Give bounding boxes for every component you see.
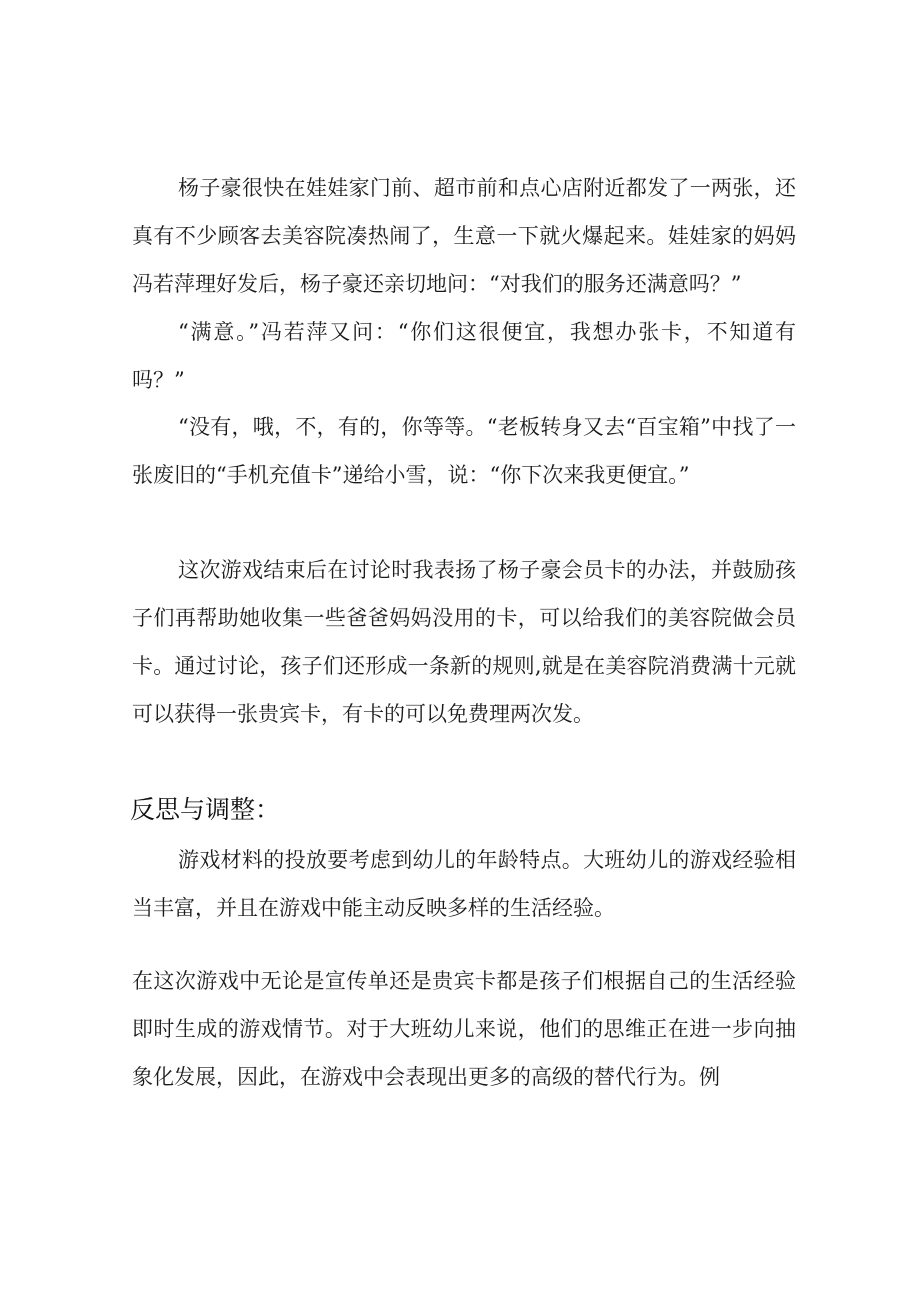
paragraph-discussion-rule: 这次游戏结束后在讨论时我表扬了杨子豪会员卡的办法，并鼓励孩子们再帮助她收集一些爸爸妈妈没用的卡，可以给我们的美容院做会员卡。通过讨论，孩子们还形成一条新的规则,就是在美容院消费满十元就可以获得一张贵宾卡，有卡的可以免费理两次发。 bbox=[132, 558, 796, 726]
paragraph-materials-age: 游戏材料的投放要考虑到幼儿的年龄特点。大班幼儿的游戏经验相当丰富，并且在游戏中能主动反映多样的生活经验。 bbox=[132, 848, 796, 920]
section-heading-reflection: 反思与调整： bbox=[130, 795, 281, 824]
paragraph-yang-zihao-flyers: 杨子豪很快在娃娃家门前、超市前和点心店附近都发了一两张，还真有不少顾客去美容院凑热闹了，生意一下就火爆起来。娃娃家的妈妈冯若萍理好发后，杨子豪还亲切地问：“对我们的服务还满意吗？” bbox=[132, 176, 796, 296]
paragraph-boss-card: “没有，哦，不，有的，你等等。“老板转身又去“百宝箱”中找了一张废旧的“手机充值卡”递给小雪，说：“你下次来我更便宜。” bbox=[132, 415, 796, 487]
paragraph-flyers-and-cards: 在这次游戏中无论是宣传单还是贵宾卡都是孩子们根据自己的生活经验即时生成的游戏情节。对于大班幼儿来说，他们的思维正在进一步向抽象化发展，因此，在游戏中会表现出更多的高级的替代行为。例 bbox=[132, 969, 796, 1089]
paragraph-satisfied-reply: “满意。”冯若萍又问：“你们这很便宜，我想办张卡，不知道有吗？” bbox=[132, 320, 796, 392]
